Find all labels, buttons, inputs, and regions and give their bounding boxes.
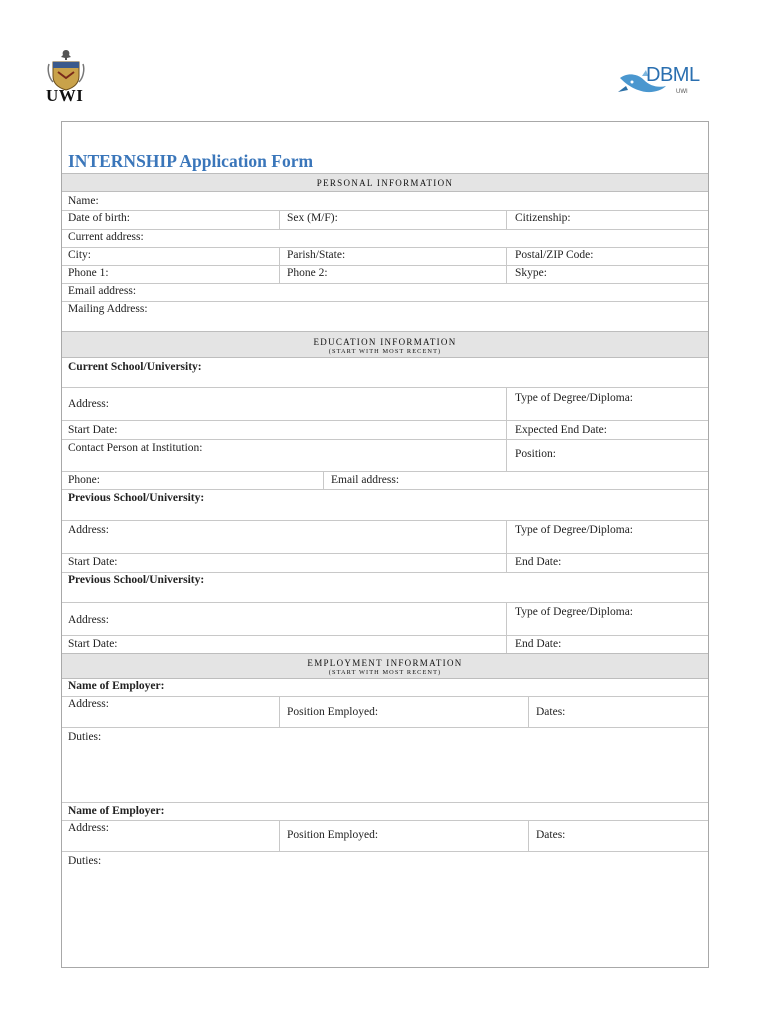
sex-field[interactable]: Sex (M/F):	[287, 212, 338, 224]
column-divider	[506, 439, 507, 471]
contact-position-field[interactable]: Position:	[515, 448, 556, 460]
column-divider	[528, 820, 529, 851]
previous-school-1-start-field[interactable]: Start Date:	[68, 556, 118, 568]
mailing-address-field[interactable]: Mailing Address:	[68, 303, 148, 315]
previous-school-2-degree-field[interactable]: Type of Degree/Diploma:	[515, 606, 633, 618]
previous-school-1-field[interactable]: Previous School/University:	[68, 492, 205, 504]
row-divider	[62, 851, 708, 852]
parish-state-field[interactable]: Parish/State:	[287, 249, 346, 261]
employer-1-address-field[interactable]: Address:	[68, 698, 109, 710]
current-address-field[interactable]: Current address:	[68, 231, 144, 243]
column-divider	[506, 602, 507, 654]
row-divider	[62, 247, 708, 248]
column-divider	[279, 820, 280, 851]
employment-header-text: EMPLOYMENT INFORMATION	[307, 658, 463, 668]
previous-school-2-end-field[interactable]: End Date:	[515, 638, 562, 650]
phone2-field[interactable]: Phone 2:	[287, 267, 328, 279]
form-title: INTERNSHIP Application Form	[68, 151, 314, 171]
email-field[interactable]: Email address:	[68, 285, 137, 297]
row-divider	[62, 602, 708, 603]
column-divider	[323, 471, 324, 489]
postal-code-field[interactable]: Postal/ZIP Code:	[515, 249, 594, 261]
row-divider	[62, 802, 708, 803]
row-divider	[62, 301, 708, 302]
row-divider	[62, 727, 708, 728]
row-divider	[62, 229, 708, 230]
row-divider	[62, 471, 708, 472]
row-divider	[62, 572, 708, 573]
employer-1-name-field[interactable]: Name of Employer:	[68, 680, 165, 692]
citizenship-field[interactable]: Citizenship:	[515, 212, 571, 224]
current-school-address-field[interactable]: Address:	[68, 398, 109, 410]
employer-2-dates-field[interactable]: Dates:	[536, 829, 566, 841]
previous-school-2-field[interactable]: Previous School/University:	[68, 574, 205, 586]
employer-2-address-field[interactable]: Address:	[68, 822, 109, 834]
previous-school-2-address-field[interactable]: Address:	[68, 614, 109, 626]
uwi-logo-text: UWI	[46, 86, 84, 105]
expected-end-date-field[interactable]: Expected End Date:	[515, 424, 607, 436]
education-section-header	[62, 331, 708, 358]
phone1-field[interactable]: Phone 1:	[68, 267, 109, 279]
personal-section-header	[62, 173, 708, 192]
current-start-date-field[interactable]: Start Date:	[68, 424, 118, 436]
column-divider	[506, 387, 507, 439]
employer-1-dates-field[interactable]: Dates:	[536, 706, 566, 718]
previous-school-1-end-field[interactable]: End Date:	[515, 556, 562, 568]
employer-2-duties-field[interactable]: Duties:	[68, 855, 102, 867]
employment-section-header	[62, 653, 708, 679]
city-field[interactable]: City:	[68, 249, 92, 261]
row-divider	[62, 520, 708, 521]
employment-subheader-text: (START WITH MOST RECENT)	[328, 669, 442, 676]
column-divider	[506, 520, 507, 572]
employer-2-name-field[interactable]: Name of Employer:	[68, 805, 165, 817]
column-divider	[506, 210, 507, 229]
row-divider	[62, 420, 708, 421]
column-divider	[279, 210, 280, 229]
row-divider	[62, 820, 708, 821]
dbml-logo-text: DBML	[646, 64, 700, 86]
education-subheader-text: (START WITH MOST RECENT)	[328, 348, 442, 355]
dbml-logo-subtext: UWI	[676, 89, 688, 95]
row-divider	[62, 283, 708, 284]
employer-1-duties-field[interactable]: Duties:	[68, 731, 102, 743]
row-divider	[62, 265, 708, 266]
column-divider	[528, 696, 529, 727]
skype-field[interactable]: Skype:	[515, 267, 547, 279]
education-header-text: EDUCATION INFORMATION	[313, 337, 457, 347]
personal-header-text: PERSONAL INFORMATION	[316, 178, 454, 188]
row-divider	[62, 489, 708, 490]
institution-email-field[interactable]: Email address:	[331, 474, 400, 486]
row-divider	[62, 696, 708, 697]
current-degree-field[interactable]: Type of Degree/Diploma:	[515, 392, 633, 404]
institution-phone-field[interactable]: Phone:	[68, 474, 100, 486]
row-divider	[62, 210, 708, 211]
previous-school-1-degree-field[interactable]: Type of Degree/Diploma:	[515, 524, 633, 536]
current-school-field[interactable]: Current School/University:	[68, 361, 202, 373]
contact-person-field[interactable]: Contact Person at Institution:	[68, 442, 203, 454]
row-divider	[62, 387, 708, 388]
previous-school-1-address-field[interactable]: Address:	[68, 524, 109, 536]
employer-1-position-field[interactable]: Position Employed:	[287, 706, 379, 718]
name-field[interactable]: Name:	[68, 195, 99, 207]
row-divider	[62, 635, 708, 636]
row-divider	[62, 553, 708, 554]
employer-2-position-field[interactable]: Position Employed:	[287, 829, 379, 841]
previous-school-2-start-field[interactable]: Start Date:	[68, 638, 118, 650]
dob-field[interactable]: Date of birth:	[68, 212, 130, 224]
column-divider	[279, 696, 280, 727]
row-divider	[62, 439, 708, 440]
form-frame	[61, 121, 709, 968]
